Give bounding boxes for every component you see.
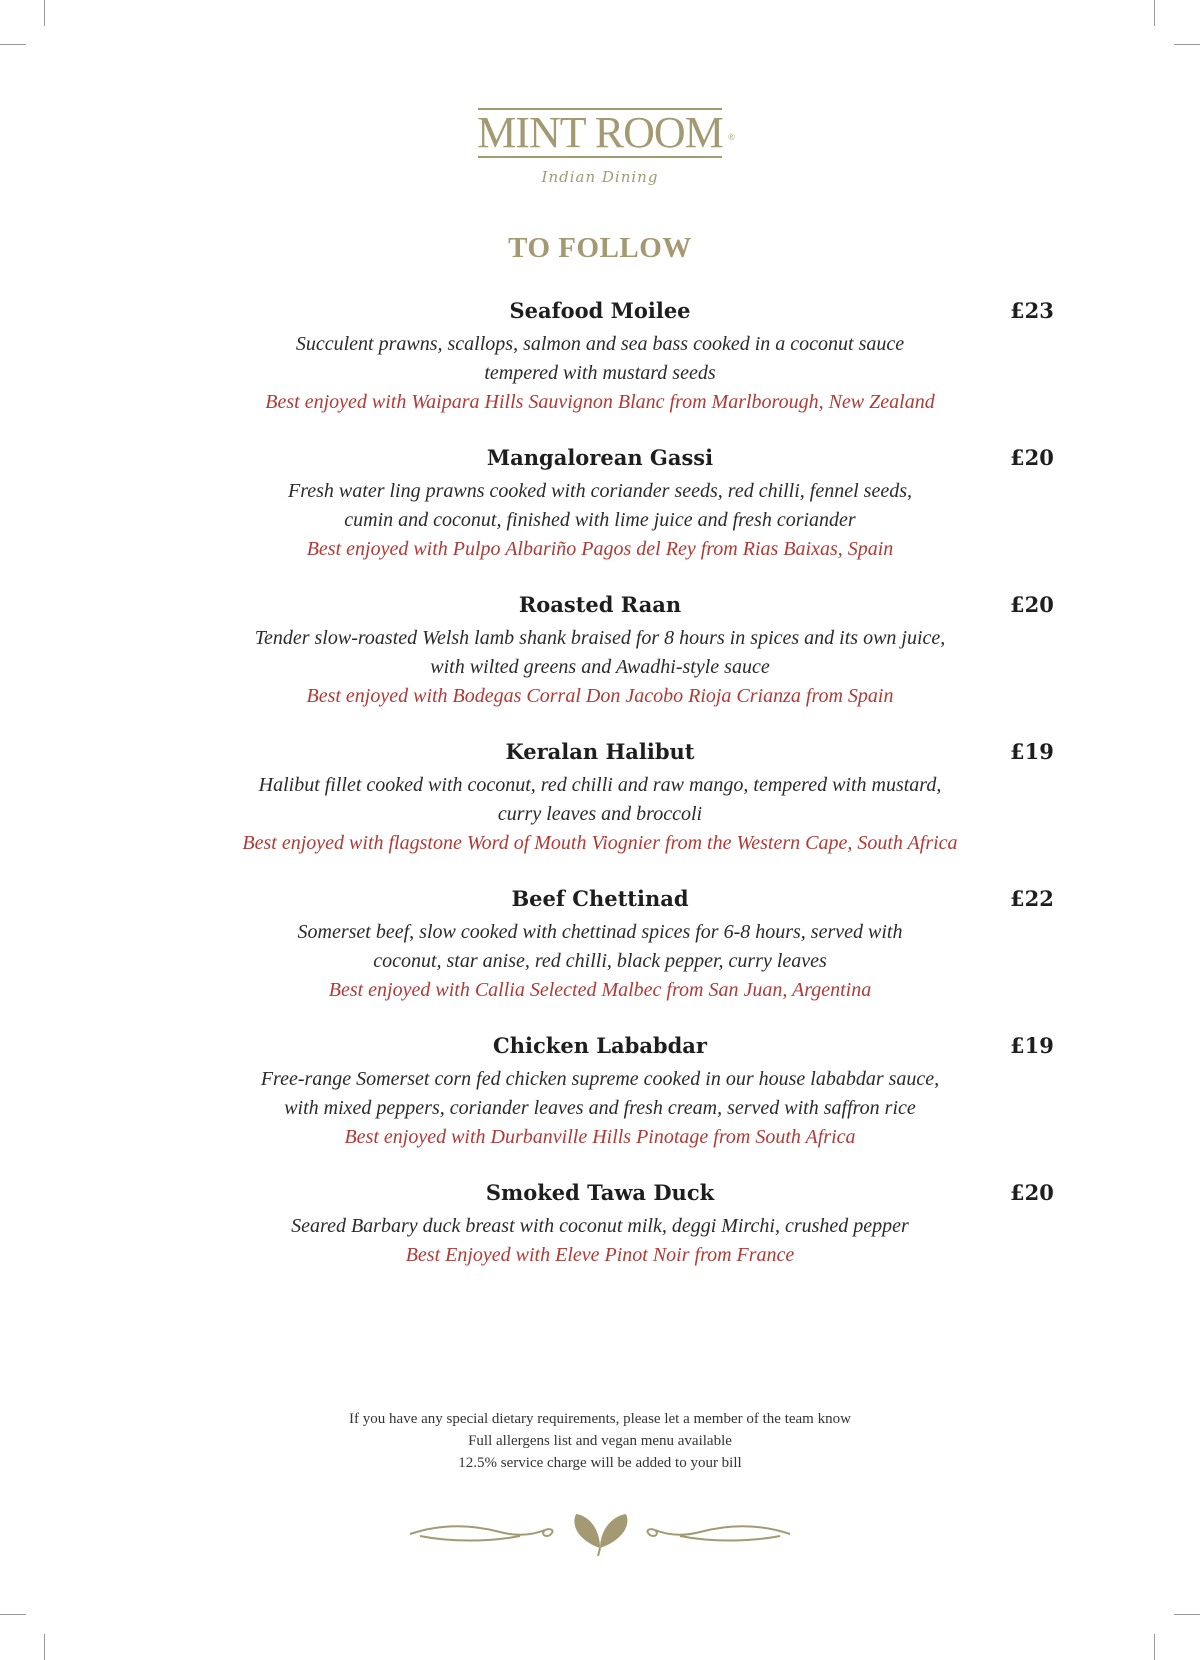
dish-price: £20: [1010, 445, 1054, 470]
dish-price: £19: [1010, 739, 1054, 764]
dish-name: Keralan Halibut: [505, 739, 695, 764]
wine-pairing: Best enjoyed with Durbanville Hills Pinotage from South Africa: [344, 1126, 856, 1148]
menu-item-smoked-tawa-duck: [0, 1178, 1200, 1325]
dish-description-line: with mixed peppers, coriander leaves and fresh cream, served with saffron rice: [284, 1097, 916, 1119]
crop-mark-bottom-left-vertical: [44, 1634, 45, 1660]
dish-name: Roasted Raan: [518, 592, 682, 617]
dish-description-line: tempered with mustard seeds: [484, 362, 716, 384]
dish-description-line: coconut, star anise, red chilli, black pepper, curry leaves: [373, 950, 827, 972]
dish-description-line: Free-range Somerset corn fed chicken supreme cooked in our house lababdar sauce,: [260, 1068, 940, 1090]
crop-mark-top-left-horizontal: [0, 44, 26, 45]
brand-name-text: MINT ROOM: [477, 108, 723, 157]
brand-name: [477, 108, 734, 157]
registered-mark: ®: [727, 132, 734, 142]
dish-name: Smoked Tawa Duck: [485, 1180, 715, 1205]
dish-description: [0, 1065, 1200, 1123]
menu-item-mangalorean-gassi: [0, 443, 1200, 590]
dish-description-line: with wilted greens and Awadhi-style sauce: [430, 656, 770, 678]
dish-price: £19: [1010, 1033, 1054, 1058]
dish-name: Mangalorean Gassi: [486, 445, 714, 470]
dish-description: [0, 1212, 1200, 1241]
dish-description-line: Succulent prawns, scallops, salmon and sea bass cooked in a coconut sauce: [295, 333, 905, 355]
dish-description-line: Fresh water ling prawns cooked with coriander seeds, red chilli, fennel seeds,: [288, 480, 912, 502]
crop-mark-bottom-right-vertical: [1154, 1634, 1155, 1660]
wine-pairing: Best Enjoyed with Eleve Pinot Noir from France: [405, 1244, 795, 1266]
crop-mark-top-right-horizontal: [1174, 44, 1200, 45]
dish-description-line: Tender slow-roasted Welsh lamb shank braised for 8 hours in spices and its own juice,: [254, 627, 946, 649]
crop-mark-top-right-vertical: [1154, 0, 1155, 26]
dish-name: Beef Chettinad: [511, 886, 689, 911]
dish-description-line: cumin and coconut, finished with lime juice and fresh coriander: [344, 509, 856, 531]
crop-mark-bottom-right-horizontal: [1174, 1614, 1200, 1615]
dish-price: £20: [1010, 1180, 1054, 1205]
dish-description: [0, 330, 1200, 388]
dish-description: [0, 624, 1200, 682]
dish-description-line: Halibut fillet cooked with coconut, red chilli and raw mango, tempered with mustard,: [258, 774, 942, 796]
section-title: TO FOLLOW: [508, 232, 692, 264]
brand-logo: [0, 108, 1200, 186]
menu-list: [0, 296, 1200, 1325]
dish-description-line: Somerset beef, slow cooked with chettinad spices for 6-8 hours, served with: [297, 921, 903, 943]
wine-pairing: Best enjoyed with Pulpo Albariño Pagos del Rey from Rias Baixas, Spain: [306, 538, 894, 560]
dish-name: Seafood Moilee: [509, 298, 691, 323]
wine-pairing: Best enjoyed with Callia Selected Malbec from San Juan, Argentina: [328, 979, 872, 1001]
dish-description-line: Seared Barbary duck breast with coconut milk, deggi Mirchi, crushed pepper: [291, 1215, 909, 1237]
dish-description: [0, 771, 1200, 829]
wine-pairing: Best enjoyed with flagstone Word of Mouth Viognier from the Western Cape, South Africa: [242, 832, 958, 854]
brand-tagline: Indian Dining: [541, 168, 659, 186]
crop-mark-bottom-left-horizontal: [0, 1614, 26, 1615]
footer-line-allergens: Full allergens list and vegan menu available: [468, 1433, 732, 1449]
dish-price: £23: [1010, 298, 1054, 323]
dish-price: £20: [1010, 592, 1054, 617]
dish-price: £22: [1010, 886, 1054, 911]
menu-item-seafood-moilee: [0, 296, 1200, 443]
footer-line-dietary: If you have any special dietary requirements, please let a member of the team know: [349, 1411, 851, 1427]
menu-item-chicken-lababdar: [0, 1031, 1200, 1178]
menu-item-beef-chettinad: [0, 884, 1200, 1031]
footer-notes: [0, 1408, 1200, 1474]
footer-line-service-charge: 12.5% service charge will be added to your bill: [458, 1455, 742, 1471]
crop-mark-top-left-vertical: [44, 0, 45, 26]
dish-description: [0, 477, 1200, 535]
menu-item-keralan-halibut: [0, 737, 1200, 884]
dish-description-line: curry leaves and broccoli: [497, 803, 703, 825]
dish-description: [0, 918, 1200, 976]
dish-name: Chicken Lababdar: [493, 1033, 707, 1058]
wine-pairing: Best enjoyed with Bodegas Corral Don Jacobo Rioja Crianza from Spain: [306, 685, 894, 707]
menu-item-roasted-raan: [0, 590, 1200, 737]
wine-pairing: Best enjoyed with Waipara Hills Sauvignon Blanc from Marlborough, New Zealand: [265, 391, 935, 413]
mint-leaf-flourish-icon: [400, 1508, 800, 1562]
